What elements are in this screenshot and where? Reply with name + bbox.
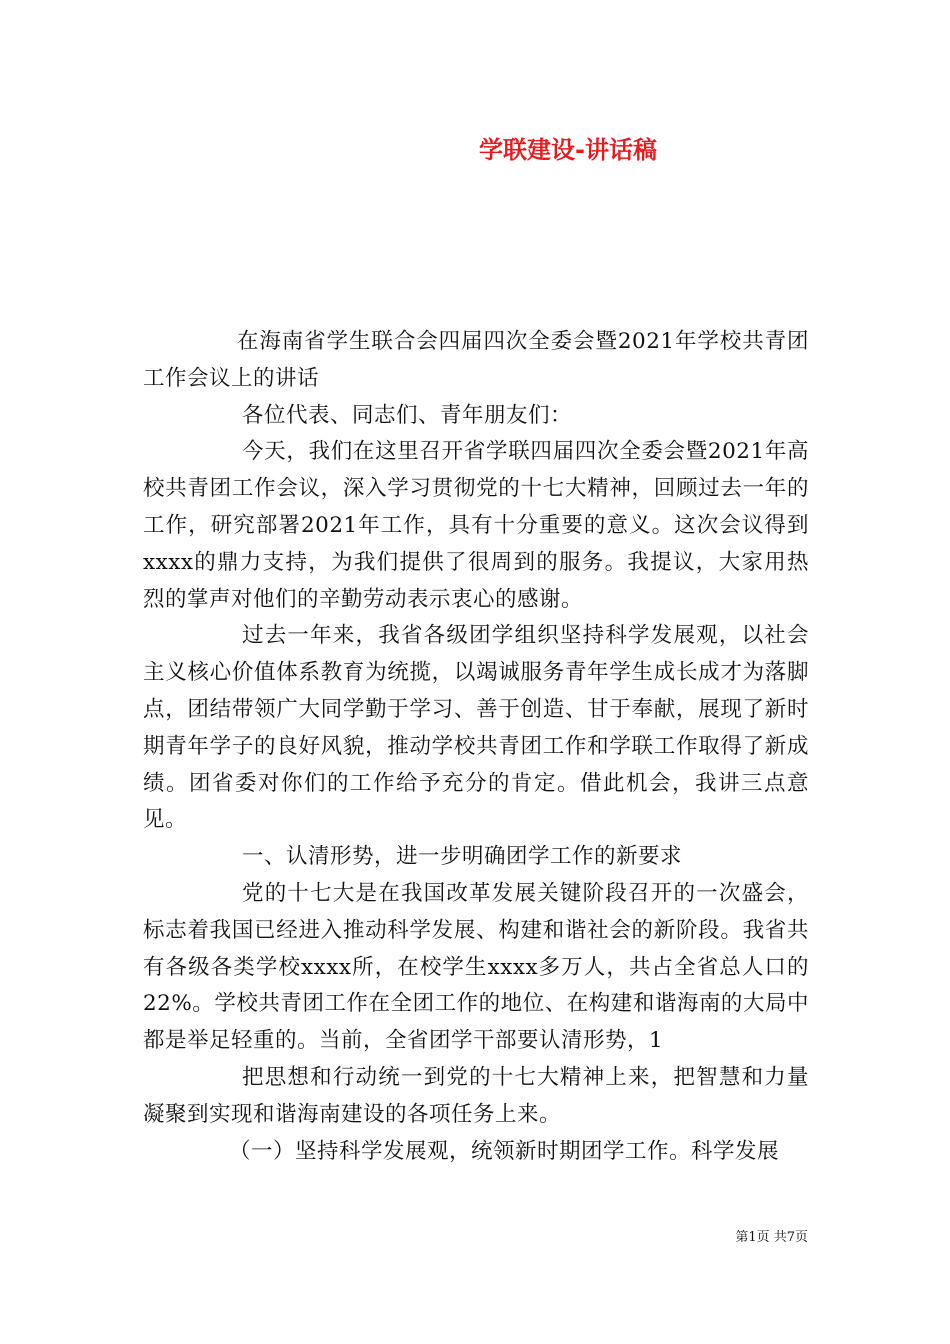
paragraph-unify: 把思想和行动统一到党的十七大精神上来，把智慧和力量凝聚到实现和谐海南建设的各项任务上来。 xyxy=(143,1064,809,1127)
document-body xyxy=(143,324,809,1170)
section-heading-one: 一、认清形势，进一步明确团学工作的新要求 xyxy=(242,844,683,870)
document-title: 学联建设-讲话稿 xyxy=(479,136,657,164)
paragraph-salutation: 各位代表、同志们、青年朋友们： xyxy=(242,402,573,428)
page-number: 第1页 共7页 xyxy=(735,1230,808,1245)
paragraph-heading-line: 在海南省学生联合会四届四次全委会暨2021年学校共青团工作会议上的讲话 xyxy=(143,329,809,391)
paragraph-review: 过去一年来，我省各级团学组织坚持科学发展观，以社会主义核心价值体系教育为统揽，以竭诚服务青年学生成长成才为落脚点，团结带领广大同学勤于学习、善于创造、甘于奉献，展现了新时期青年学子的良好风貌，推动学校共青团工作和学联工作取得了新成绩。团省委对你们的工作给予充分的肯定。借此机会，我讲三点意见。 xyxy=(143,623,809,833)
subsection-heading-one: （一）坚持科学发展观，统领新时期团学工作。科学发展 xyxy=(229,1138,780,1164)
paragraph-opening: 今天，我们在这里召开省学联四届四次全委会暨2021年高校共青团工作会议，深入学习贯彻党的十七大精神，回顾过去一年的工作，研究部署2021年工作，具有十分重要的意义。这次会议得到xxxx的鼎力支持，为我们提供了很周到的服务。我提议，大家用热烈的掌声对他们的辛勤劳动表示衷心的感谢。 xyxy=(143,439,809,612)
paragraph-situation: 党的十七大是在我国改革发展关键阶段召开的一次盛会，标志着我国已经进入推动科学发展、构建和谐社会的新阶段。我省共有各级各类学校xxxx所，在校学生xxxx多万人，共占全省总人口的22%。学校共青团工作在全团工作的地位、在构建和谐海南的大局中都是举足轻重的。当前，全省团学干部要认清形势，1 xyxy=(143,880,809,1054)
